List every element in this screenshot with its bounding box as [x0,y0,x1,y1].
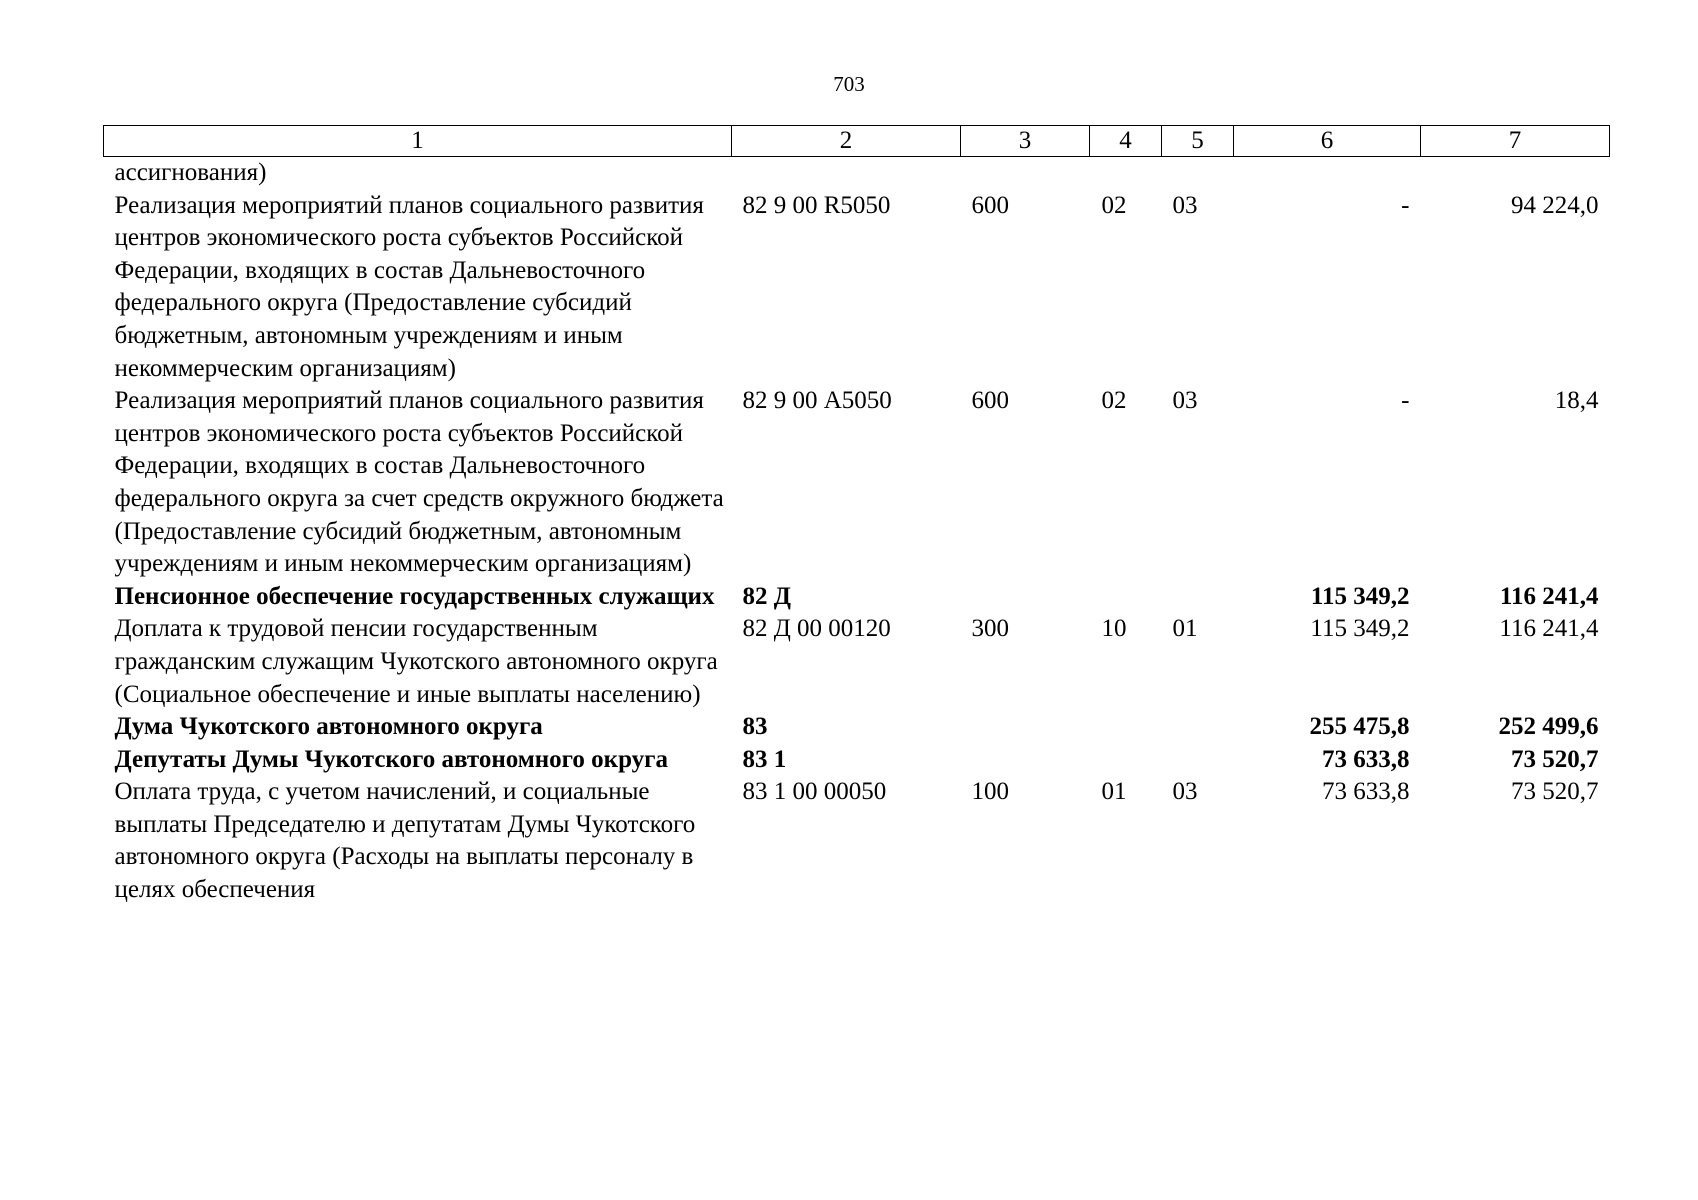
table-header [104,126,1610,157]
row-name: ассигнования) [114,159,267,186]
row-code: 82 9 00 А5050 [742,387,892,415]
row-section: 02 [1101,387,1127,415]
row-amount-7: 252 499,6 [1498,713,1599,741]
table-row [104,711,1610,744]
row-code: 83 1 [742,745,787,773]
row-subsection [1162,581,1234,614]
table-row [104,157,1610,190]
table-row [104,744,1610,777]
row-name: Оплата труда, с учетом начислений, и социальные выплаты Председателю и депутатам Думы Чукотского автономного округа (Расходы на выплаты персоналу в целях обеспечения [114,778,696,904]
row-amount-7: 73 520,7 [1511,778,1599,806]
row-amount-6: - [1401,191,1410,219]
row-amount-7 [1421,157,1610,190]
row-section [1090,157,1162,190]
row-expense-type: 100 [971,778,1009,806]
row-subsection [1162,711,1234,744]
row-code: 82 9 00 R5050 [742,191,891,219]
table-body [104,157,1610,907]
row-amount-6 [1234,157,1421,190]
row-amount-7: 116 241,4 [1499,615,1599,643]
row-code: 82 Д 00 00120 [742,615,891,643]
row-name: Дума Чукотского автономного округа [114,713,543,741]
header-col-5: 5 [1162,126,1234,157]
row-code: 83 [742,713,768,741]
row-amount-6: - [1401,387,1410,415]
page-number: 703 [833,72,865,96]
row-amount-7: 18,4 [1554,387,1599,415]
row-section [1090,581,1162,614]
row-subsection: 03 [1172,778,1198,806]
header-row [104,126,1610,157]
row-code [732,157,961,190]
row-section: 10 [1101,615,1127,643]
row-amount-6: 73 633,8 [1322,745,1410,773]
row-subsection [1162,157,1234,190]
row-amount-6: 115 349,2 [1310,582,1410,610]
row-amount-7: 73 520,7 [1511,745,1599,773]
row-subsection: 03 [1172,387,1198,415]
header-col-1: 1 [104,126,732,157]
table-row [104,776,1610,906]
row-subsection [1162,744,1234,777]
row-expense-type [961,744,1090,777]
row-expense-type: 600 [971,387,1009,415]
header-col-4: 4 [1090,126,1162,157]
header-col-6: 6 [1234,126,1421,157]
row-section [1090,744,1162,777]
row-amount-6: 115 349,2 [1310,615,1410,643]
row-subsection: 03 [1172,191,1198,219]
row-code: 83 1 00 00050 [742,778,887,806]
row-section [1090,711,1162,744]
table-row [104,613,1610,711]
row-expense-type [961,157,1090,190]
row-amount-7: 116 241,4 [1499,582,1599,610]
row-expense-type: 300 [971,615,1009,643]
row-name: Реализация мероприятий планов социального развития центров экономического роста субъектов Российской Федерации, входящих в состав Дальневосточного федерального округа за счет средств окружного бюджета (Предоставление субсидий бюджетным, автономным учреждениям и иным некоммерческим организациям) [114,387,724,578]
header-col-7: 7 [1421,126,1610,157]
row-section: 01 [1101,778,1127,806]
header-col-2: 2 [732,126,961,157]
table-row [104,190,1610,386]
row-name: Депутаты Думы Чукотского автономного округа [114,745,668,773]
row-expense-type [961,711,1090,744]
row-name: Реализация мероприятий планов социального развития центров экономического роста субъектов Российской Федерации, входящих в состав Дальневосточного федерального округа (Предоставление субсидий бюджетным, автономным учреждениям и иным некоммерческим организациям) [114,191,704,382]
row-expense-type [961,581,1090,614]
row-expense-type: 600 [971,191,1009,219]
row-section: 02 [1101,191,1127,219]
row-subsection: 01 [1172,615,1198,643]
row-code: 82 Д [742,582,791,610]
row-amount-6: 73 633,8 [1322,778,1410,806]
row-name: Пенсионное обеспечение государственных служащих [114,582,715,610]
row-amount-7: 94 224,0 [1511,191,1599,219]
table-row [104,581,1610,614]
row-name: Доплата к трудовой пенсии государственным гражданским служащим Чукотского автономного округа (Социальное обеспечение и иные выплаты населению) [114,615,718,708]
header-col-3: 3 [961,126,1090,157]
table-row [104,385,1610,581]
row-amount-6: 255 475,8 [1309,713,1410,741]
budget-table [103,125,1610,907]
